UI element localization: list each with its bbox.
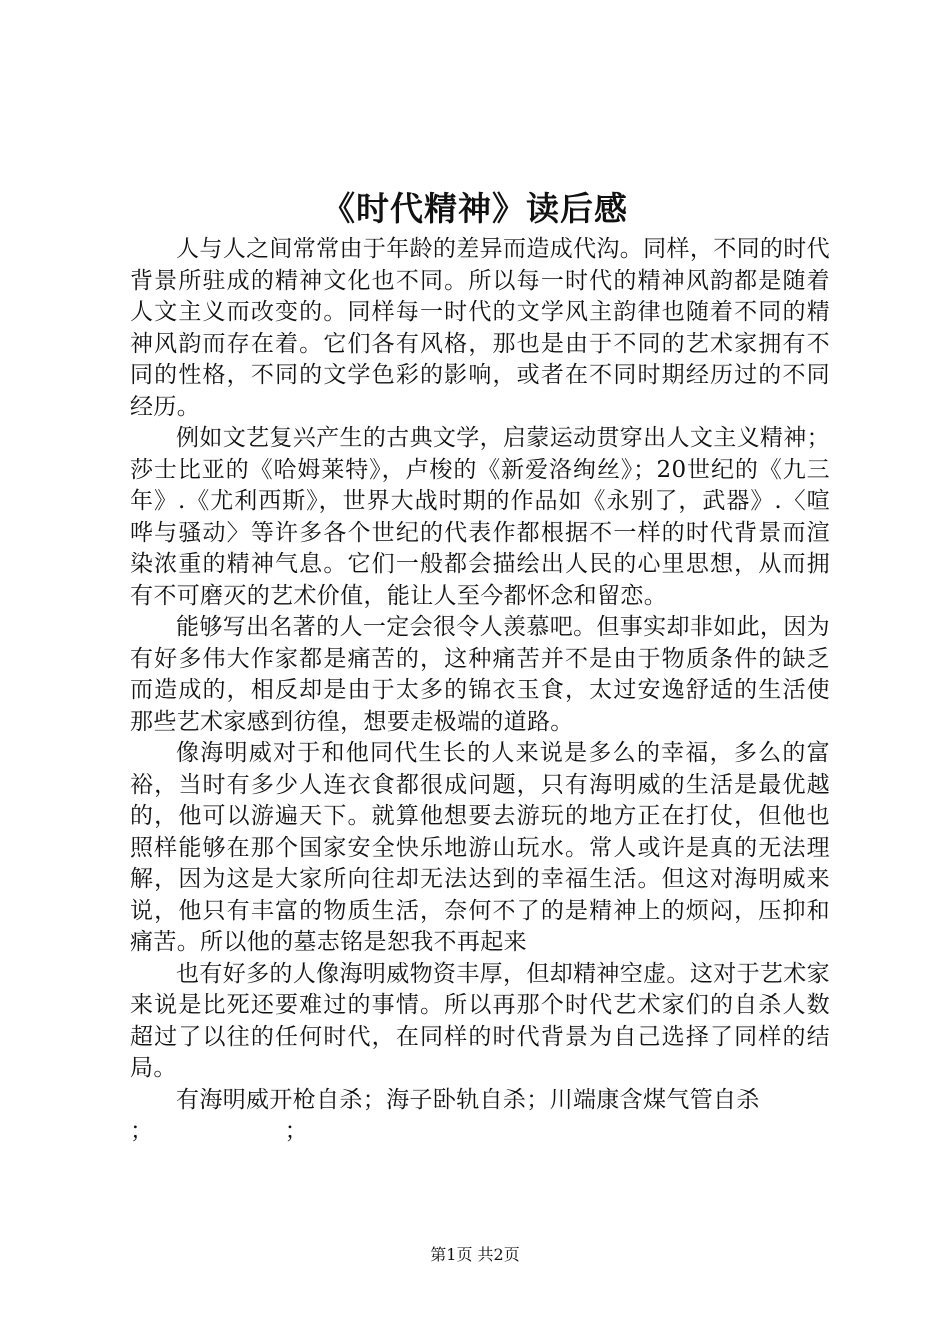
paragraph-6-continuation: ； ； [130,1118,308,1144]
page-number-label: 第1页 共2页 [430,1245,520,1264]
paragraph-2: 例如文艺复兴产生的古典文学，启蒙运动贯穿出人文主义精神；莎士比亚的《哈姆莱特》，卢梭的《新爱洛绚丝》；20世纪的《九三年》.《尤利西斯》，世界大战时期的作品如《永别了，武器》.〈喧哗与骚动〉等许多各个世纪的代表作都根据不一样的时代背景而渲染浓重的精神气息。它们一般都会描绘出人民的心里思想，从而拥有不可磨灭的艺术价值，能让人至今都怀念和留恋。 [130,425,830,609]
paragraph-6: 有海明威开枪自杀；海子卧轨自杀；川端康含煤气管自杀 [176,1086,760,1113]
paragraph-4: 像海明威对于和他同代生长的人来说是多么的幸福，多么的富裕，当时有多少人连衣食都很成问题，只有海明威的生活是最优越的，他可以游遍天下。就算他想要去游玩的地方正在打仗，但他也照样能够在那个国家安全快乐地游山玩水。常人或许是真的无法理解，因为这是大家所向往却无法达到的幸福生活。但这对海明威来说，他只有丰富的物质生活，奈何不了的是精神上的烦闷，压抑和痛苦。所以他的墓志铭是恕我不再起来 [130,740,830,955]
paragraph-1: 人与人之间常常由于年龄的差异而造成代沟。同样，不同的时代背景所驻成的精神文化也不同。所以每一时代的精神风韵都是随着人文主义而改变的。同样每一时代的文学风主韵律也随着不同的精神风韵而存在着。它们各有风格，那也是由于不同的艺术家拥有不同的性格，不同的文学色彩的影响，或者在不同时期经历过的不同经历。 [130,236,830,420]
page-footer [0,1244,950,1266]
paragraph-3: 能够写出名著的人一定会很令人羡慕吧。但事实却非如此，因为有好多伟大作家都是痛苦的，这种痛苦并不是由于物质条件的缺乏而造成的，相反却是由于太多的锦衣玉食，太过安逸舒适的生活使那些艺术家感到彷徨，想要走极端的道路。 [130,614,830,735]
paragraph-5: 也有好多的人像海明威物资丰厚，但却精神空虚。这对于艺术家来说是比死还要难过的事情。所以再那个时代艺术家们的自杀人数超过了以往的任何时代，在同样的时代背景为自己选择了同样的结局。 [130,960,830,1081]
document-title: 《时代精神》读后感 [322,189,628,228]
document-body [130,234,830,1148]
